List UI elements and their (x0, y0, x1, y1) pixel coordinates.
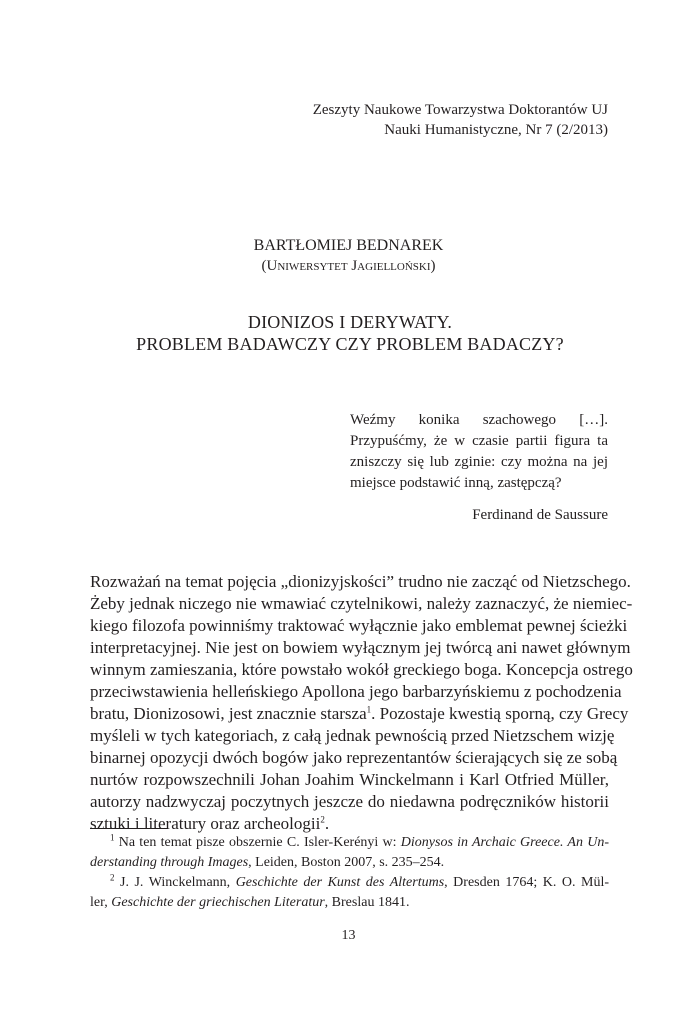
footnote-number: 1 (110, 832, 115, 843)
footnote-number: 2 (110, 872, 115, 883)
body-line: nurtów rozpowszechnili Johan Joahim Winckelmann i Karl Otfried Müller, (90, 770, 609, 789)
body-text-segment: bratu, Dionizosowi, jest znacznie starsza (90, 704, 367, 723)
body-line: myśleli w tych kategoriach, z całą jednak pewnością przed Nietzschem wizję (90, 726, 615, 745)
footnote-line (90, 833, 609, 853)
footnote-title: derstanding through Images (90, 855, 249, 870)
page-number: 13 (341, 928, 356, 943)
footnote-title: Dionysos in Archaic Greece. An Un- (400, 835, 609, 850)
body-text-segment: . (324, 814, 330, 833)
title-line-2: PROBLEM BADAWCZY CZY PROBLEM BADACZY? (136, 334, 564, 354)
article-title (90, 311, 610, 355)
body-line: kiego filozofa powinniśmy traktować wyłącznie jako emblemat pewnej ścieżki (90, 616, 628, 635)
footnote-text: Na ten temat pisze obszernie C. Isler-Kerényi w: (114, 835, 401, 850)
body-line: binarnej opozycji dwóch bogów jako reprezentantów ścierających się ze sobą (90, 748, 618, 767)
footnote-text: , Breslau 1841. (324, 895, 410, 910)
epigraph (350, 410, 608, 526)
footnote-title: Geschichte der Kunst des Altertums (235, 875, 445, 890)
body-line (90, 813, 609, 835)
author-affiliation: (Uniwersytet Jagielloński) (261, 258, 436, 274)
title-line-1: DIONIZOS I DERYWATY. (247, 312, 453, 332)
footnote-text: , Leiden, Boston 2007, s. 235–254. (248, 855, 445, 870)
journal-name: Zeszyty Naukowe Towarzystwa Doktorantów UJ (312, 102, 608, 118)
body-line: Rozważań na temat pojęcia „dionizyjskości” trudno nie zacząć od Nietzschego. (90, 572, 631, 591)
footnote-text: , Dresden 1764; K. O. Mül- (444, 875, 610, 890)
body-line: Żeby jednak niczego nie wmawiać czytelnikowi, należy zaznaczyć, że niemiec- (90, 594, 633, 613)
body-paragraph (90, 571, 633, 835)
footnote-ref-2[interactable]: 2 (320, 814, 325, 825)
footnote-1 (90, 833, 609, 873)
body-line (90, 703, 629, 725)
body-text-segment: sztuki i literatury oraz archeologii (90, 814, 321, 833)
footnote-title: Geschichte der griechischen Literatur (111, 895, 325, 910)
footnote-2 (90, 873, 609, 913)
footnote-text: ler, (90, 895, 112, 910)
footnote-divider (90, 828, 168, 829)
footnote-ref-1[interactable]: 1 (366, 704, 372, 715)
footnotes (90, 833, 609, 913)
epigraph-quote: Weźmy konika szachowego […]. Przypuśćmy, że w czasie partii figura ta zniszczy się lub zginie: czy można na jej miejsce podstawić inną, zastępczą? (350, 412, 608, 491)
footnote-text: J. J. Winckelmann, (114, 875, 236, 890)
footnote-line (90, 853, 609, 873)
body-line: przeciwstawienia helleńskiego Apollona jego barbarzyńskiemu z pochodzenia (90, 682, 622, 701)
body-line: interpretacyjnej. Nie jest on bowiem wyłącznym jej twórcą ani nawet głównym (90, 638, 631, 657)
journal-header (313, 100, 608, 140)
epigraph-author: Ferdinand de Saussure (472, 507, 608, 523)
body-line: winnym zamieszania, które powstało wokół greckiego boga. Koncepcja ostrego (90, 660, 633, 679)
body-text-segment: . Pozostaje kwestią sporną, czy Grecy (371, 704, 629, 723)
journal-issue: Nauki Humanistyczne, Nr 7 (2/2013) (384, 122, 608, 138)
footnote-line (90, 893, 609, 913)
body-line: autorzy nadzwyczaj poczytnych jeszcze do niedawna podręczników historii (90, 792, 609, 811)
footnote-line (90, 873, 609, 893)
author-name: BARTŁOMIEJ BEDNAREK (253, 237, 444, 254)
author-block (0, 236, 697, 276)
